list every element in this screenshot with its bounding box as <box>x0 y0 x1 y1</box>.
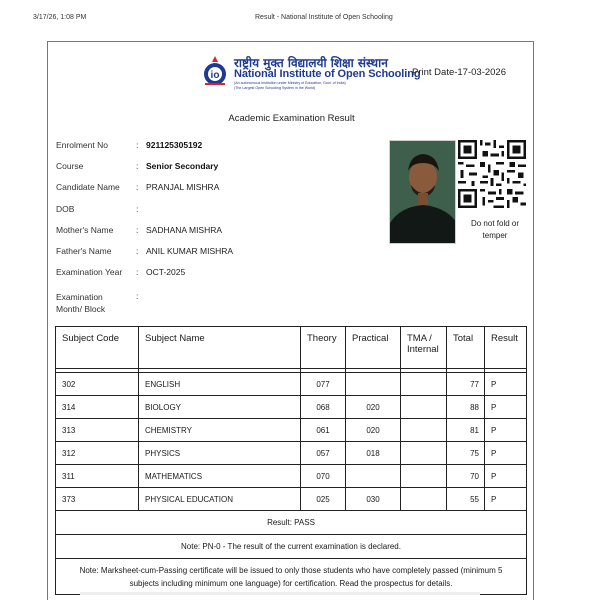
candidate-field-label: Candidate Name <box>56 182 120 192</box>
practical-marks <box>346 373 401 396</box>
note-pn: Note: PN-0 - The result of the current examination is declared. <box>56 535 527 559</box>
tma-marks <box>401 465 447 488</box>
tma-marks <box>401 419 447 442</box>
practical-marks <box>346 465 401 488</box>
total-marks: 88 <box>447 396 485 419</box>
institute-tagline: (An autonomous institution under Ministry of Education, Govt. of India) <box>234 81 346 85</box>
col-header-total: Total <box>447 327 485 369</box>
candidate-field-separator: : <box>136 246 139 256</box>
candidate-field-label: Course <box>56 161 84 171</box>
theory-marks: 025 <box>301 488 346 511</box>
candidate-field-label: Enrolment No <box>56 140 108 150</box>
subject-name: CHEMISTRY <box>139 419 301 442</box>
col-header-theory: Theory <box>301 327 346 369</box>
subject-code: 312 <box>56 442 139 465</box>
subject-name: PHYSICAL EDUCATION <box>139 488 301 511</box>
candidate-field-label: Father's Name <box>56 246 112 256</box>
theory-marks: 057 <box>301 442 346 465</box>
candidate-field-value: ANIL KUMAR MISHRA <box>146 246 234 256</box>
note-marksheet-row <box>56 559 527 595</box>
subject-code: 373 <box>56 488 139 511</box>
document-title: Academic Examination Result <box>228 113 355 124</box>
candidate-field-label: Examination Month/ Block <box>56 292 106 314</box>
institute-name-english: National Institute of Open Schooling <box>234 68 421 80</box>
candidate-portrait-icon <box>390 141 456 244</box>
table-row <box>56 373 527 396</box>
practical-marks: 020 <box>346 396 401 419</box>
result-row <box>56 511 527 535</box>
candidate-field <box>56 161 386 175</box>
col-header-subject-code: Subject Code <box>56 327 139 369</box>
candidate-field <box>56 140 386 154</box>
table-row <box>56 396 527 419</box>
result-status: P <box>485 488 527 511</box>
result-status: P <box>485 373 527 396</box>
institute-name-hindi: राष्ट्रीय मुक्त विद्यालयी शिक्षा संस्थान <box>234 56 388 70</box>
candidate-field-label: Mother's Name <box>56 225 114 235</box>
subject-name: BIOLOGY <box>139 396 301 419</box>
candidate-field-value: Senior Secondary <box>146 161 219 171</box>
result-status: P <box>485 419 527 442</box>
table-row <box>56 442 527 465</box>
col-header-tma-internal: TMA / Internal <box>401 327 447 369</box>
candidate-field-separator: : <box>136 182 139 192</box>
subject-name: ENGLISH <box>139 373 301 396</box>
table-row <box>56 465 527 488</box>
candidate-field-separator: : <box>136 291 139 301</box>
candidate-field <box>56 204 386 218</box>
result-sheet <box>47 41 534 600</box>
candidate-field <box>56 246 386 260</box>
total-marks: 77 <box>447 373 485 396</box>
table-row <box>56 419 527 442</box>
candidate-field-separator: : <box>136 161 139 171</box>
result-status: P <box>485 442 527 465</box>
marks-table <box>55 326 527 595</box>
note-marksheet: Note: Marksheet-cum-Passing certificate will be issued to only those students who have completely passed (minimum 5 subjects including minimum one language) for certification. Read the prospectus for details. <box>56 559 527 595</box>
svg-text:io: io <box>210 70 220 81</box>
print-date: Print Date-17-03-2026 <box>412 67 506 78</box>
subject-code: 311 <box>56 465 139 488</box>
practical-marks: 020 <box>346 419 401 442</box>
tma-marks <box>401 488 447 511</box>
subject-code: 314 <box>56 396 139 419</box>
theory-marks: 077 <box>301 373 346 396</box>
institute-tagline-secondary: (The Largest Open Schooling System in the World) <box>234 86 316 90</box>
candidate-field <box>56 225 386 239</box>
tma-marks <box>401 373 447 396</box>
tma-marks <box>401 442 447 465</box>
subject-name: PHYSICS <box>139 442 301 465</box>
candidate-field-value: OCT-2025 <box>146 267 186 277</box>
practical-marks: 030 <box>346 488 401 511</box>
theory-marks: 068 <box>301 396 346 419</box>
candidate-field <box>56 267 386 281</box>
institute-logo-block <box>202 55 422 93</box>
candidate-field-value: SADHANA MISHRA <box>146 225 223 235</box>
col-header-practical: Practical <box>346 327 401 369</box>
candidate-photo <box>389 140 456 244</box>
print-datetime: 3/17/26, 1:08 PM <box>33 14 87 21</box>
subject-name: MATHEMATICS <box>139 465 301 488</box>
subject-code: 313 <box>56 419 139 442</box>
col-header-result: Result <box>485 327 527 369</box>
print-page-title: Result - National Institute of Open Schooling <box>255 14 393 21</box>
total-marks: 55 <box>447 488 485 511</box>
faded-footer-text <box>80 592 480 595</box>
table-header-row <box>56 327 527 369</box>
do-not-fold-note: Do not fold or temper <box>470 219 520 240</box>
overall-result: Result: PASS <box>56 511 527 535</box>
candidate-field-label: DOB <box>56 204 75 214</box>
subject-code: 302 <box>56 373 139 396</box>
candidate-field-label: Examination Year <box>56 267 123 277</box>
candidate-field <box>56 182 386 196</box>
print-header <box>0 14 600 26</box>
candidate-field <box>56 291 386 314</box>
total-marks: 75 <box>447 442 485 465</box>
total-marks: 70 <box>447 465 485 488</box>
tma-marks <box>401 396 447 419</box>
candidate-field-separator: : <box>136 140 139 150</box>
candidate-field-value: PRANJAL MISHRA <box>146 182 220 192</box>
result-status: P <box>485 396 527 419</box>
table-row <box>56 488 527 511</box>
candidate-field-separator: : <box>136 225 139 235</box>
result-status: P <box>485 465 527 488</box>
qr-code-icon <box>458 140 526 208</box>
col-header-subject-name: Subject Name <box>139 327 301 369</box>
candidate-field-separator: : <box>136 204 139 214</box>
nios-logo-icon <box>202 56 228 86</box>
total-marks: 81 <box>447 419 485 442</box>
practical-marks: 018 <box>346 442 401 465</box>
marks-table-wrapper <box>55 326 526 595</box>
theory-marks: 070 <box>301 465 346 488</box>
candidate-field-value: 921125305192 <box>146 140 203 150</box>
note-pn-row <box>56 535 527 559</box>
theory-marks: 061 <box>301 419 346 442</box>
candidate-field-separator: : <box>136 267 139 277</box>
